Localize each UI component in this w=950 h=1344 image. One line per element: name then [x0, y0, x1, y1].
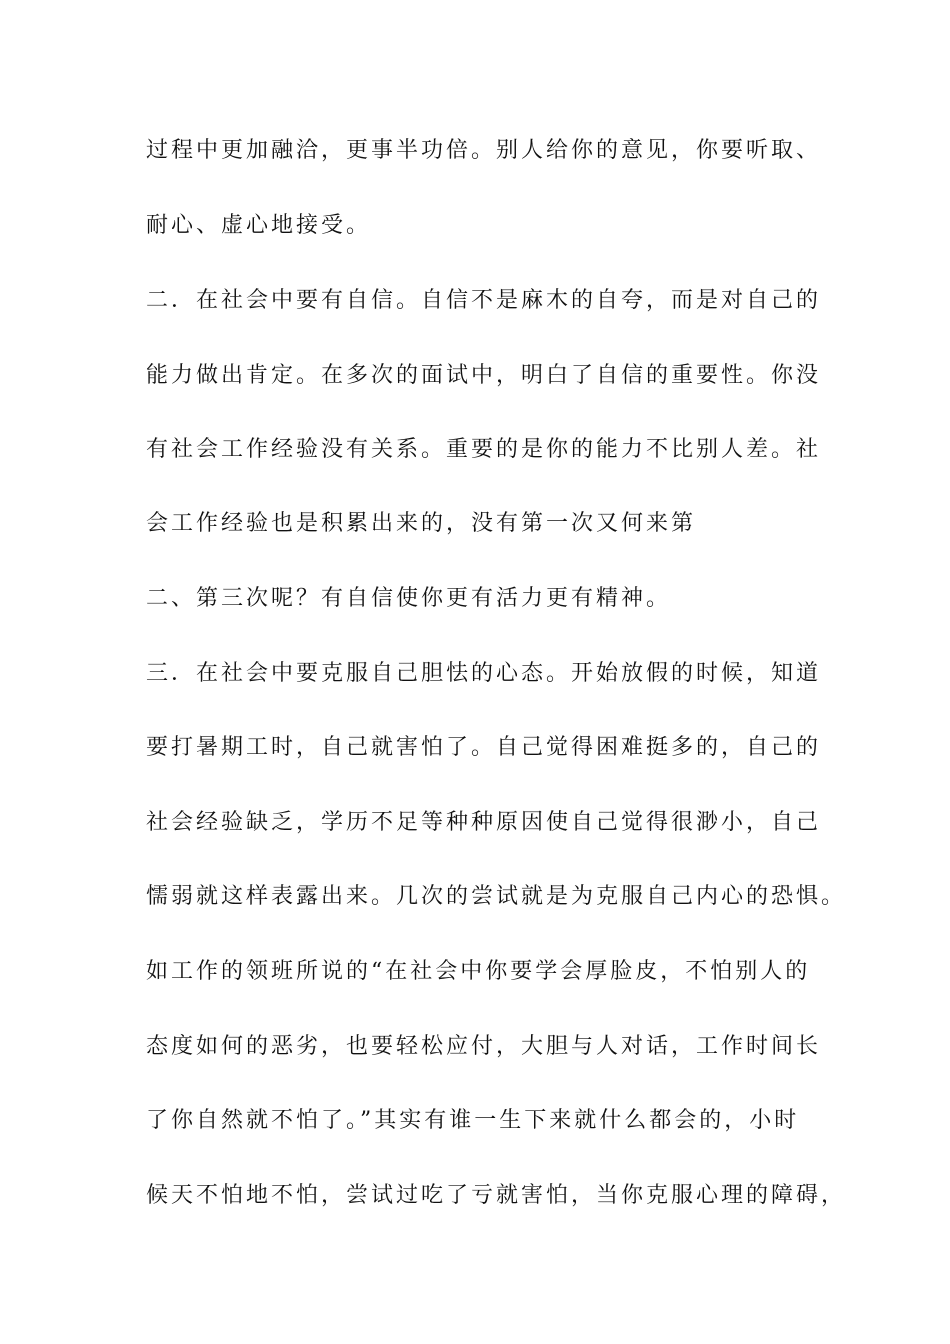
text-line: 二．在社会中要有自信。自信不是麻木的自夸，而是对自己的 [146, 288, 822, 313]
text-line: 了你自然就不怕了。”其实有谁一生下来就什么都会的，小时 [146, 1108, 800, 1133]
text-line: 有社会工作经验没有关系。重要的是你的能力不比别人差。社 [146, 437, 822, 462]
text-line: 态度如何的恶劣，也要轻松应付，大胆与人对话，工作时间长 [146, 1034, 822, 1059]
text-line: 耐心、虚心地接受。 [146, 213, 372, 238]
text-line: 社会经验缺乏，学历不足等种种原因使自己觉得很渺小，自己 [146, 810, 822, 835]
text-line: 如工作的领班所说的“在社会中你要学会厚脸皮，不怕别人的 [146, 959, 811, 984]
text-line: 会工作经验也是积累出来的，没有第一次又何来第 [146, 511, 697, 536]
text-line: 候天不怕地不怕，尝试过吃了亏就害怕，当你克服心理的障碍， [146, 1183, 847, 1208]
text-line: 懦弱就这样表露出来。几次的尝试就是为克服自己内心的恐惧。 [146, 884, 847, 909]
text-line: 过程中更加融洽，更事半功倍。别人给你的意见，你要听取、 [146, 138, 822, 163]
text-line: 要打暑期工时，自己就害怕了。自己觉得困难挺多的，自己的 [146, 735, 822, 760]
text-line: 二、第三次呢？有自信使你更有活力更有精神。 [146, 586, 672, 611]
text-line: 能力做出肯定。在多次的面试中，明白了自信的重要性。你没 [146, 363, 822, 388]
text-line: 三．在社会中要克服自己胆怯的心态。开始放假的时候，知道 [146, 661, 822, 686]
